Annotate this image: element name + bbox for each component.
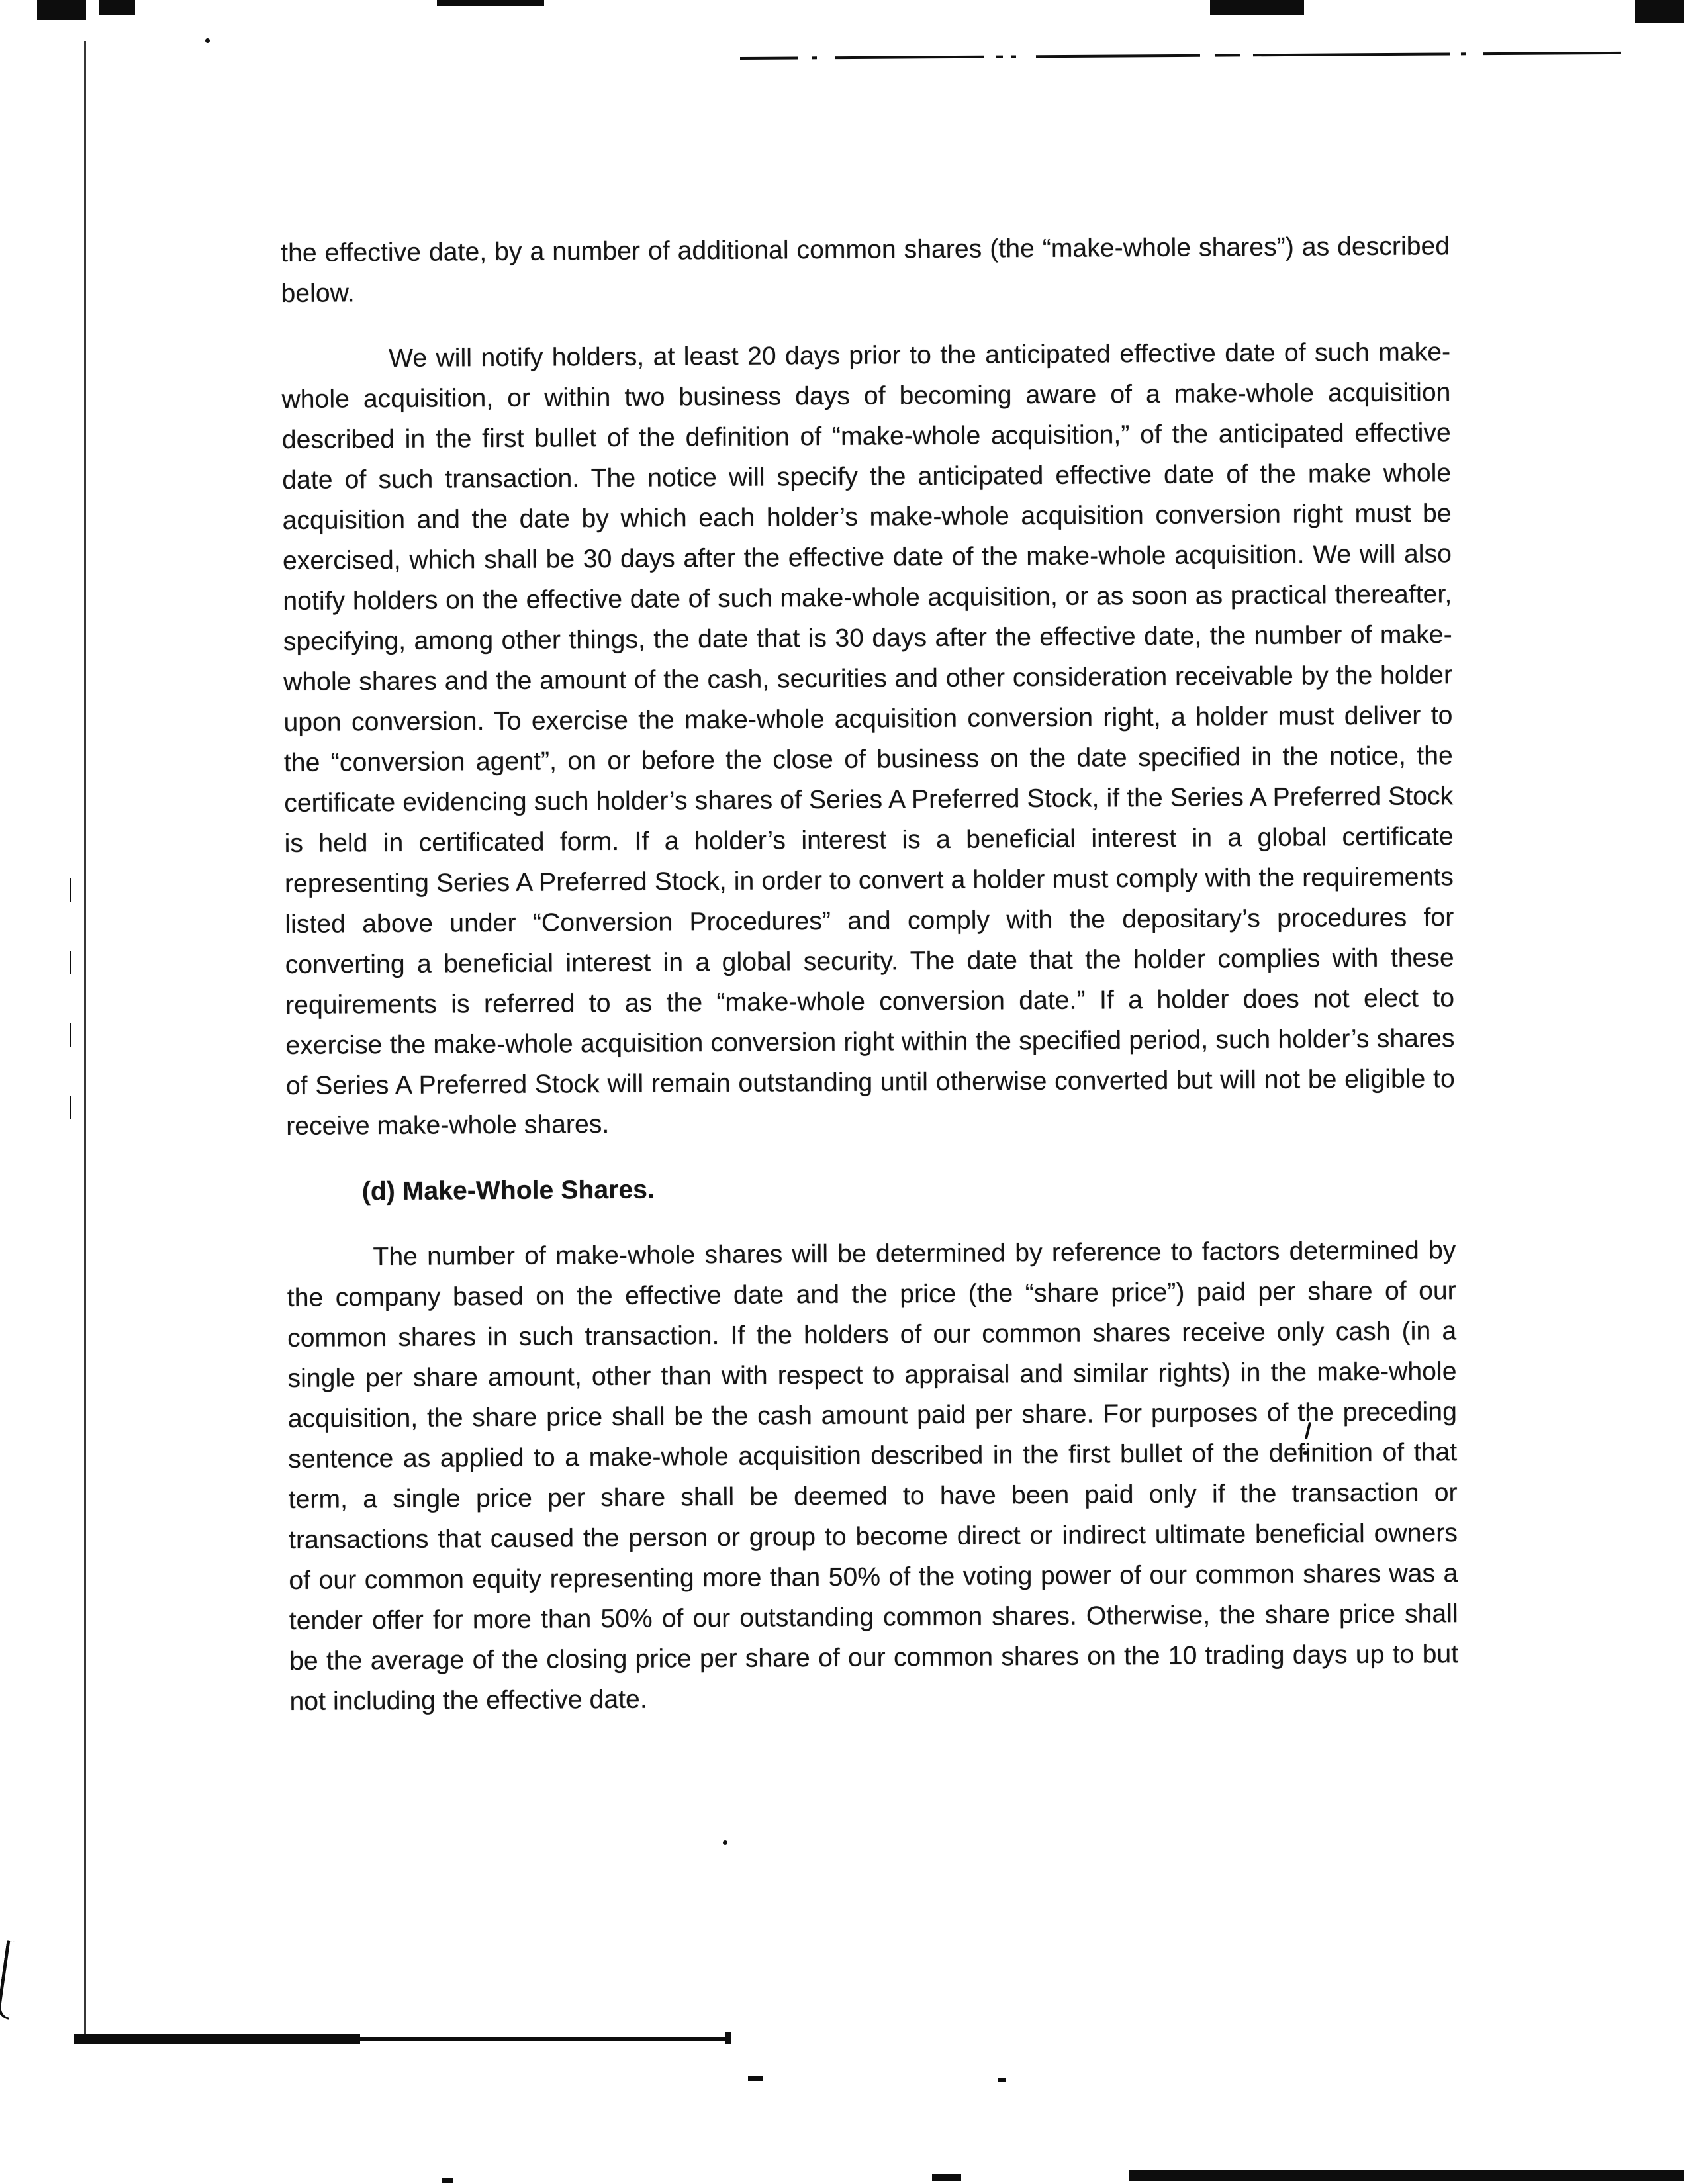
scan-speck-top-left bbox=[205, 38, 210, 43]
scan-tick-left-2 bbox=[70, 951, 71, 974]
scan-mark-bottom-mid bbox=[932, 2174, 961, 2181]
scan-mark-top-thin bbox=[437, 0, 544, 6]
scan-bar-bottom-right bbox=[1129, 2170, 1684, 2181]
section-heading-make-whole-shares: (d) Make-Whole Shares. bbox=[361, 1175, 655, 1206]
paragraph-continuation: the effective date, by a number of additional common shares (the “make-whole shares”) as described below. bbox=[281, 232, 1450, 308]
scan-tick-left-3 bbox=[70, 1023, 71, 1047]
document-text-block bbox=[281, 226, 1459, 1747]
scan-mark-top-middle bbox=[1210, 0, 1304, 15]
scan-speck-bottom-2 bbox=[998, 2078, 1006, 2082]
scan-speck-below-text bbox=[723, 1840, 727, 1845]
scan-bar-bottom-left-end bbox=[725, 2032, 731, 2044]
scan-mark-hook bbox=[0, 1940, 20, 2020]
scan-tick-left-1 bbox=[70, 878, 71, 902]
paragraph-make-whole-shares: The number of make-whole shares will be determined by reference to factors determined by the company based on the effective date and the price (the “share price”) paid per share of our common shares in such transaction. If the holders of our common shares receive only cash (in a single per share amount, other than with respect to appraisal and similar rights) in the make-whole acquisition, the share price shall be the cash amount paid per share. For purposes of the preceding sentence as applied to a make-whole acquisition described in the first bullet of the definition of that term, a single price per share shall be deemed to have been paid only if the transaction or transactions that caused the person or group to become direct or indirect ultimate beneficial owners of our common equity representing more than 50% of the voting power of our common shares was a tender offer for more than 50% of our outstanding common shares. Otherwise, the share price shall be the average of the closing price per share of our common shares on the 10 trading days up to but not including the effective date. bbox=[287, 1236, 1459, 1716]
scan-left-edge-line bbox=[84, 41, 86, 2034]
scan-line-top-rule bbox=[740, 52, 1621, 60]
scan-mark-top-left-2 bbox=[99, 0, 135, 15]
scan-bar-bottom-left-thin bbox=[360, 2037, 728, 2041]
scan-tick-left-4 bbox=[70, 1096, 71, 1119]
scan-bar-bottom-left-thick bbox=[74, 2034, 360, 2044]
scan-mark-top-left-1 bbox=[37, 0, 86, 20]
scan-mark-bottom-small bbox=[442, 2178, 453, 2183]
scan-speck-bottom-1 bbox=[748, 2076, 763, 2081]
paragraph-notice-procedure: We will notify holders, at least 20 days prior to the anticipated effective date of such make-whole acquisition, or within two business days of becoming aware of a make-whole acquisition described in the first bullet of the definition of “make-whole acquisition,” of the anticipated effective date of such transaction. The notice will specify the anticipated effective date of the make whole acquisition and the date by which each holder’s make-whole acquisition conversion right must be exercised, which shall be 30 days after the effective date of the make-whole acquisition. We will also notify holders on the effective date of such make-whole acquisition, or as soon as practical thereafter, specifying, among other things, the date that is 30 days after the effective date, the number of make-whole shares and the amount of the cash, securities and other consideration receivable by the holder upon conversion. To exercise the make-whole acquisition conversion right, a holder must deliver to the “conversion agent”, on or before the close of business on the date specified in the notice, the certificate evidencing such holder’s shares of Series A Preferred Stock, if the Series A Preferred Stock is held in certificated form. If a holder’s interest is a beneficial interest in a global certificate representing Series A Preferred Stock, in order to convert a holder must comply with the requirements listed above under “Conversion Procedures” and comply with the depositary’s procedures for converting a beneficial interest in a global security. The date that the holder complies with these requirements is referred to as the “make-whole conversion date.” If a holder does not elect to exercise the make-whole acquisition conversion right within the specified period, such holder’s shares of Series A Preferred Stock will remain outstanding until otherwise converted but will not be eligible to receive make-whole shares. bbox=[281, 338, 1455, 1141]
scan-mark-top-right-corner bbox=[1635, 0, 1684, 23]
